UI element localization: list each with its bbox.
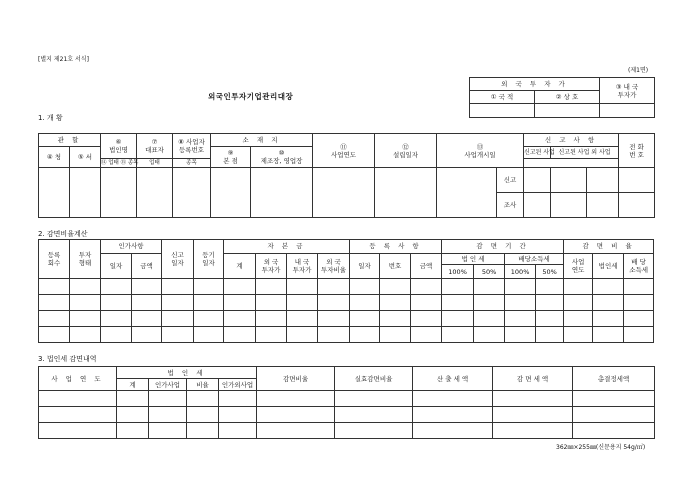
- s3-approved-header: 인가사업: [149, 379, 187, 391]
- s3-reduced-tax-header: 감 면 세 액: [493, 367, 573, 391]
- cell[interactable]: [536, 326, 564, 342]
- approval-date-header: 일자: [101, 253, 132, 278]
- year-header: ⑪ 사업연도: [313, 134, 375, 168]
- s3-total-header: 계: [117, 379, 149, 391]
- cell[interactable]: [593, 326, 624, 342]
- ratio-div-header: 배 당 소득세: [624, 253, 654, 278]
- cell[interactable]: [573, 407, 655, 423]
- investor-table: [469, 77, 655, 118]
- cell[interactable]: [442, 310, 474, 326]
- cell[interactable]: [442, 278, 474, 294]
- period-corp-tax-header: 법 인 세: [442, 253, 505, 264]
- page-title: 외국인투자기업관리대장: [208, 92, 294, 101]
- cell[interactable]: [256, 278, 287, 294]
- cell[interactable]: [224, 278, 256, 294]
- cell[interactable]: [173, 168, 211, 218]
- cell[interactable]: [318, 294, 350, 310]
- cell[interactable]: [219, 423, 257, 439]
- capital-total-header: 계: [224, 253, 256, 278]
- s3-calc-tax-header: 산 출 세 액: [413, 367, 493, 391]
- cell[interactable]: [564, 294, 593, 310]
- s3-final-tax-header: 총결정세액: [573, 367, 655, 391]
- cell[interactable]: [413, 423, 493, 439]
- inv-type-header: 투자 형태: [70, 240, 101, 279]
- cell[interactable]: [101, 168, 137, 218]
- office-header: ④ 청: [39, 147, 70, 168]
- biz-type-header: ⑭ 업태 ⑮ 종목: [101, 160, 139, 166]
- investor-header: 외 국 투 자 가: [470, 78, 600, 91]
- reg-no-header: 등록 회수: [39, 240, 70, 279]
- cell[interactable]: [194, 310, 224, 326]
- cell[interactable]: [211, 168, 251, 218]
- company-name-header: ② 상 호: [535, 91, 600, 104]
- corp-name-header: ⑥ 법인명: [101, 134, 137, 159]
- ratio-corp-header: 법인세: [593, 253, 624, 278]
- pct-50-div: 50%: [536, 265, 564, 279]
- cell[interactable]: [101, 326, 132, 342]
- cell[interactable]: [593, 278, 624, 294]
- hq-header: ⑨ 본 점: [211, 147, 251, 168]
- corp-tax-reduction-table: [38, 366, 655, 439]
- cell[interactable]: [474, 294, 505, 310]
- section3-heading: 3. 법인세 감면내역: [38, 355, 97, 363]
- cell[interactable]: [600, 104, 655, 118]
- cell[interactable]: [149, 423, 187, 439]
- cell[interactable]: [536, 294, 564, 310]
- approval-header: 인가사항: [101, 240, 162, 254]
- foreign-ratio-header: 외 국 투자비율: [318, 253, 350, 278]
- cell[interactable]: [257, 423, 335, 439]
- cell[interactable]: [117, 391, 149, 407]
- cell[interactable]: [224, 310, 256, 326]
- report-label: 신고: [497, 168, 524, 193]
- other-biz-header: 신고된 사업 외 사업: [551, 147, 619, 159]
- cell[interactable]: [132, 310, 162, 326]
- cell[interactable]: [619, 193, 655, 218]
- cell[interactable]: [536, 310, 564, 326]
- location-header: 소 재 지: [211, 134, 313, 147]
- cell[interactable]: [287, 278, 318, 294]
- cell[interactable]: [350, 294, 380, 310]
- page-number: (제1면): [628, 67, 649, 74]
- cell[interactable]: [101, 310, 132, 326]
- cell[interactable]: [132, 326, 162, 342]
- period-header: 감 면 기 간: [442, 240, 564, 254]
- overview-table: [38, 133, 655, 218]
- cell[interactable]: [437, 168, 497, 218]
- cell[interactable]: [39, 407, 117, 423]
- capital-foreign-header: 외 국 투자가: [256, 253, 287, 278]
- cell[interactable]: [70, 278, 101, 294]
- cell[interactable]: [573, 423, 655, 439]
- est-header: ⑫ 설립일자: [375, 134, 437, 168]
- cell[interactable]: [505, 294, 536, 310]
- cell[interactable]: [380, 294, 411, 310]
- cell[interactable]: [411, 278, 442, 294]
- cell[interactable]: [224, 294, 256, 310]
- cell[interactable]: [287, 310, 318, 326]
- cell[interactable]: [162, 310, 194, 326]
- cell[interactable]: [132, 294, 162, 310]
- cell[interactable]: [587, 193, 619, 218]
- cell[interactable]: [117, 423, 149, 439]
- cell[interactable]: [335, 423, 413, 439]
- domestic-investor-header: ③ 내 국 투자가: [600, 78, 655, 104]
- s3-reduction-ratio-header: 감면비율: [257, 367, 335, 391]
- bizno-header: ⑧ 사업자 등록번호: [173, 134, 211, 159]
- cell[interactable]: [619, 168, 655, 193]
- cell[interactable]: [187, 391, 219, 407]
- cell[interactable]: [524, 193, 551, 218]
- survey-label: 조사: [497, 193, 524, 218]
- reg-num-header: 번호: [380, 253, 411, 278]
- cell[interactable]: [350, 310, 380, 326]
- pct-100-div: 100%: [505, 265, 536, 279]
- cell[interactable]: [350, 278, 380, 294]
- cell[interactable]: [224, 326, 256, 342]
- cell[interactable]: [535, 104, 600, 118]
- cell[interactable]: [219, 407, 257, 423]
- reg-date-c-header: 일자: [350, 253, 380, 278]
- cell[interactable]: [624, 326, 654, 342]
- cell[interactable]: [70, 326, 101, 342]
- cell[interactable]: [380, 310, 411, 326]
- cell[interactable]: [624, 294, 654, 310]
- s3-biz-year-header: 사 업 연 도: [39, 367, 117, 391]
- cell[interactable]: [287, 326, 318, 342]
- cell[interactable]: [149, 407, 187, 423]
- station-header: ⑤ 서: [70, 147, 101, 168]
- nationality-header: ① 국 적: [470, 91, 535, 104]
- cell[interactable]: [380, 278, 411, 294]
- cell[interactable]: [39, 391, 117, 407]
- cell[interactable]: [70, 168, 101, 218]
- cell[interactable]: [350, 326, 380, 342]
- s3-effective-header: 실효감면비율: [335, 367, 413, 391]
- s3-ratio-header: 비율: [187, 379, 219, 391]
- cell[interactable]: [219, 391, 257, 407]
- capital-header: 자 본 금: [224, 240, 350, 254]
- cell[interactable]: [380, 326, 411, 342]
- approval-amount-header: 금액: [132, 253, 162, 278]
- cell[interactable]: [287, 294, 318, 310]
- biz-item2-header: 종목: [173, 159, 211, 168]
- cell[interactable]: [194, 278, 224, 294]
- pct-100-corp: 100%: [442, 265, 474, 279]
- pct-50-corp: 50%: [474, 265, 505, 279]
- cell[interactable]: [39, 278, 70, 294]
- biz-type2-header: 업태: [137, 159, 173, 168]
- cell[interactable]: [162, 294, 194, 310]
- cell[interactable]: [413, 407, 493, 423]
- reg-date-header: 등기 일자: [194, 240, 224, 279]
- cell[interactable]: [313, 168, 375, 218]
- period-div-tax-header: 배당소득세: [505, 253, 564, 264]
- reg-amt-header: 금액: [411, 253, 442, 278]
- cell[interactable]: [493, 391, 573, 407]
- ceo-header: ⑦ 대표자: [137, 134, 173, 159]
- paper-spec: 362㎜×255㎜(신문용지 54g/㎡): [556, 444, 646, 451]
- cell[interactable]: [256, 326, 287, 342]
- cell[interactable]: [624, 278, 654, 294]
- cell[interactable]: [551, 193, 587, 218]
- cell[interactable]: [505, 310, 536, 326]
- form-number: [별지 제21호 서식]: [38, 56, 89, 63]
- cell[interactable]: [335, 391, 413, 407]
- cell[interactable]: [318, 310, 350, 326]
- cell[interactable]: [474, 278, 505, 294]
- ratio-header: 감 면 비 율: [564, 240, 654, 254]
- plant-header: ⑩ 제조장, 영업장: [251, 147, 313, 168]
- cell[interactable]: [194, 294, 224, 310]
- cell[interactable]: [411, 310, 442, 326]
- cell[interactable]: [39, 294, 70, 310]
- report-date-header: 신고 일자: [162, 240, 194, 279]
- cell[interactable]: [256, 310, 287, 326]
- cell[interactable]: [375, 168, 437, 218]
- cell[interactable]: [149, 391, 187, 407]
- cell[interactable]: [442, 326, 474, 342]
- s3-corp-tax-header: 법 인 세: [117, 367, 257, 379]
- cell[interactable]: [39, 310, 70, 326]
- reported-biz-header: 신고된 사업: [524, 147, 551, 159]
- cell[interactable]: [132, 278, 162, 294]
- cell[interactable]: [257, 407, 335, 423]
- cell[interactable]: [187, 407, 219, 423]
- start-header: ⑬ 사업개시일: [437, 134, 524, 168]
- capital-domestic-header: 내 국 투자가: [287, 253, 318, 278]
- cell[interactable]: [318, 278, 350, 294]
- cell[interactable]: [587, 168, 619, 193]
- cell[interactable]: [257, 391, 335, 407]
- cell[interactable]: [505, 326, 536, 342]
- cell[interactable]: [117, 407, 149, 423]
- cell[interactable]: [474, 326, 505, 342]
- cell[interactable]: [70, 310, 101, 326]
- cell[interactable]: [101, 278, 132, 294]
- cell[interactable]: [162, 326, 194, 342]
- cell[interactable]: [194, 326, 224, 342]
- cell[interactable]: [593, 294, 624, 310]
- cell[interactable]: [474, 310, 505, 326]
- cell[interactable]: [251, 168, 313, 218]
- cell[interactable]: [162, 278, 194, 294]
- cell[interactable]: [493, 407, 573, 423]
- reduction-calc-table: [38, 239, 654, 343]
- cell[interactable]: [137, 168, 173, 218]
- registration-header: 등 록 사 항: [350, 240, 442, 254]
- cell[interactable]: [564, 326, 593, 342]
- section1-heading: 1. 개 황: [38, 114, 63, 122]
- report-items-header: 신 고 사 항: [524, 134, 619, 147]
- cell[interactable]: [413, 391, 493, 407]
- cell[interactable]: [524, 168, 551, 193]
- cell[interactable]: [593, 310, 624, 326]
- cell[interactable]: [564, 278, 593, 294]
- cell[interactable]: [442, 294, 474, 310]
- jurisdiction-header: 관 할: [39, 134, 101, 147]
- cell[interactable]: [536, 278, 564, 294]
- cell[interactable]: [39, 423, 117, 439]
- s3-other-header: 인가외사업: [219, 379, 257, 391]
- cell[interactable]: [573, 391, 655, 407]
- cell[interactable]: [39, 326, 70, 342]
- phone-header: 전 화 번 호: [619, 134, 655, 168]
- cell[interactable]: [551, 168, 587, 193]
- cell[interactable]: [564, 310, 593, 326]
- biz-year-header: 사업 연도: [564, 253, 593, 278]
- cell[interactable]: [70, 294, 101, 310]
- cell[interactable]: [256, 294, 287, 310]
- cell[interactable]: [493, 423, 573, 439]
- cell[interactable]: [318, 326, 350, 342]
- section2-heading: 2. 감면비율계산: [38, 230, 88, 238]
- cell[interactable]: [624, 310, 654, 326]
- cell[interactable]: [505, 278, 536, 294]
- cell[interactable]: [39, 168, 70, 218]
- cell[interactable]: [470, 104, 535, 118]
- cell[interactable]: [101, 294, 132, 310]
- cell[interactable]: [411, 294, 442, 310]
- cell[interactable]: [187, 423, 219, 439]
- cell[interactable]: [411, 326, 442, 342]
- cell[interactable]: [335, 407, 413, 423]
